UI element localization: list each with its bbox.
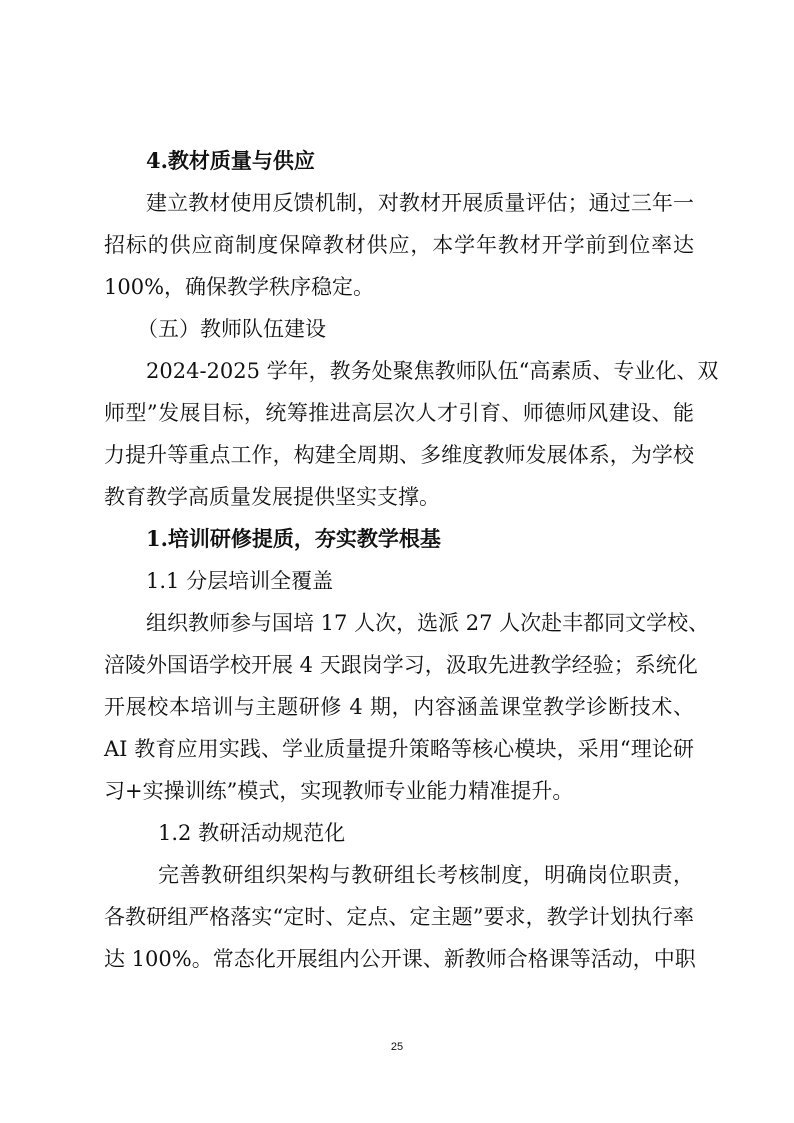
paragraph-line: 达 100%。常态化开展组内公开课、新教师合格课等活动，中职: [104, 947, 696, 971]
paragraph-line: AI 教育应用实践、学业质量提升策略等核心模块，采用“理论研: [104, 737, 694, 761]
paragraph-line: 各教研组严格落实“定时、定点、定主题”要求，教学计划执行率: [104, 905, 694, 929]
paragraph-line: 力提升等重点工作，构建全周期、多维度教师发展体系，为学校: [104, 443, 694, 467]
paragraph-line: 组织教师参与国培 17 人次，选派 27 人次赴丰都同文学校、: [146, 611, 710, 635]
page-number: 25: [390, 1041, 404, 1053]
paragraph-line: 建立教材使用反馈机制，对教材开展质量评估；通过三年一: [146, 191, 694, 215]
paragraph-line: 100%，确保教学秩序稳定。: [104, 275, 375, 299]
paragraph-line: 习+实操训练”模式，实现教师专业能力精准提升。: [104, 779, 574, 803]
paragraph-line: 完善教研组织架构与教研组长考核制度，明确岗位职责，: [158, 863, 694, 887]
section-heading-teacher-team: （五）教师队伍建设: [137, 317, 326, 341]
section-heading-textbook-quality: 4.教材质量与供应: [146, 148, 315, 173]
paragraph-line: 2024-2025 学年，教务处聚焦教师队伍“高素质、专业化、双: [146, 359, 719, 383]
paragraph-line: 教育教学高质量发展提供坚实支撑。: [104, 485, 440, 509]
section-heading-training: 1.培训研修提质，夯实教学根基: [146, 526, 441, 551]
paragraph-line: 师型”发展目标，统筹推进高层次人才引育、师德师风建设、能: [104, 401, 694, 425]
subsection-heading-training-coverage: 1.1 分层培训全覆盖: [146, 569, 334, 593]
paragraph-line: 招标的供应商制度保障教材供应，本学年教材开学前到位率达: [104, 233, 694, 257]
paragraph-line: 开展校本培训与主题研修 4 期，内容涵盖课堂教学诊断技术、: [104, 695, 694, 719]
paragraph-line: 涪陵外国语学校开展 4 天跟岗学习，汲取先进教学经验；系统化: [104, 653, 698, 677]
subsection-heading-research-activities: 1.2 教研活动规范化: [158, 821, 346, 845]
